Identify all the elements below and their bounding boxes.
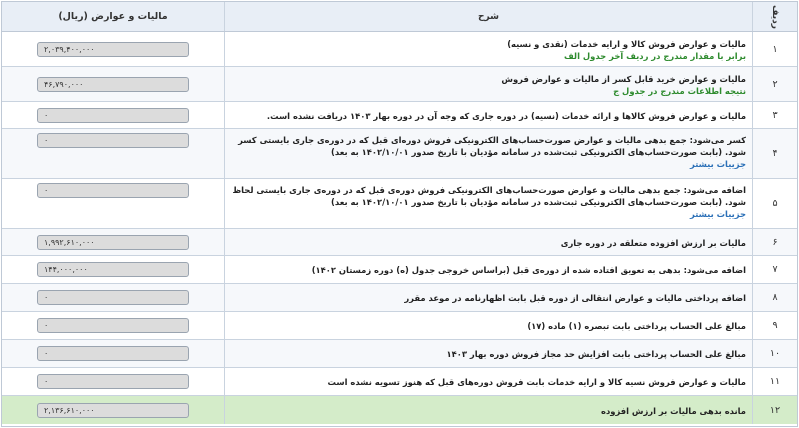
table-row — [2, 340, 797, 368]
row-description — [224, 284, 752, 311]
row-description-text: مالیات و عوارض فروش نسیه کالا و ارایه خدمات بابت فروش دوره‌های قبل که هنوز تسویه نشده است — [327, 377, 746, 387]
row-description-text: اضافه پرداختی مالیات و عوارض انتقالی از دوره قبل بابت اظهارنامه در موعد مقرر — [404, 293, 746, 303]
row-number: ۱ — [752, 32, 797, 66]
table-row — [2, 179, 797, 229]
table-row — [2, 284, 797, 312]
row-description — [224, 312, 752, 339]
row-number: ۹ — [752, 312, 797, 339]
row-amount-cell — [2, 284, 224, 311]
row-number: ۳ — [752, 102, 797, 128]
row-amount-cell — [2, 312, 224, 339]
table-row — [2, 129, 797, 179]
amount-field[interactable] — [37, 403, 189, 418]
row-description-text: مانده بدهی مالیات بر ارزش افزوده — [601, 405, 746, 416]
amount-field[interactable] — [37, 77, 189, 92]
table-row — [2, 368, 797, 396]
more-details-link[interactable]: جزییات بیشتر — [690, 209, 746, 219]
amount-field[interactable] — [37, 42, 189, 57]
more-details-link[interactable]: جزییات بیشتر — [690, 159, 746, 169]
row-description — [224, 32, 752, 66]
row-description — [224, 129, 752, 178]
row-description — [224, 368, 752, 395]
table-header — [2, 2, 797, 32]
row-amount-cell — [2, 256, 224, 283]
row-description — [224, 229, 752, 255]
row-description-text: مالیات و عوارض فروش کالا و ارایه خدمات (نقدی و نسیه) — [507, 38, 746, 49]
amount-field[interactable] — [37, 133, 189, 148]
row-number: ۱۲ — [752, 396, 797, 424]
row-description-text: مالیات و عوارض فروش کالاها و ارائه خدمات (نسیه) در دوره جاری که وجه آن در دوره بهار ۱۴۰۳ دریافت نشده است. — [266, 110, 746, 121]
row-description — [224, 179, 752, 228]
row-description — [224, 67, 752, 101]
row-number: ۲ — [752, 67, 797, 101]
tax-summary-table — [1, 1, 798, 427]
row-note: نتیجه اطلاعات مندرج در جدول ج — [613, 85, 746, 96]
table-row — [2, 256, 797, 284]
row-amount-cell — [2, 340, 224, 367]
header-amount: مالیات و عوارض (ریال) — [58, 11, 168, 22]
table-row — [2, 102, 797, 129]
header-description: شرح — [224, 2, 752, 31]
table-row — [2, 67, 797, 102]
row-number: ۷ — [752, 256, 797, 283]
row-number: ۱۱ — [752, 368, 797, 395]
row-number: ۴ — [752, 129, 797, 178]
table-row — [2, 229, 797, 256]
row-number: ۱۰ — [752, 340, 797, 367]
row-number: ۵ — [752, 179, 797, 228]
row-description-text: کسر می‌شود: جمع بدهی مالیات و عوارض صورت‌حساب‌های الکترونیکی فروش دوره‌ای قبل که در دوره‌ی جاری بایستی کسر شود. (بابت صورت‌حساب‌های الکترونیکی ثبت‌شده در سامانه مؤدیان با تاریخ صدور ۱۴۰۲/۱۰/۰۱ به بعد) — [238, 135, 746, 157]
table-row — [2, 312, 797, 340]
header-row-number: ردیف — [752, 2, 797, 31]
row-description-text: مالیات بر ارزش افزوده متعلقه در دوره جاری — [560, 237, 746, 248]
row-description-text: مبالغ علی الحساب پرداختی بابت افزایش حد مجاز فروش دوره بهار ۱۴۰۳ — [446, 349, 746, 359]
row-description-text: اضافه می‌شود: جمع بدهی مالیات و عوارض صورت‌حساب‌های الکترونیکی فروش دوره‌ی قبل که در دوره‌ی جاری بایستی لحاظ شود. (بابت صورت‌حساب‌های الکترونیکی ثبت‌شده در سامانه مؤدیان با تاریخ صدور ۱۴۰۲/۱۰/۰۱ به بعد) — [232, 185, 746, 207]
row-number: ۶ — [752, 229, 797, 255]
row-amount-cell — [2, 67, 224, 101]
table-row — [2, 32, 797, 67]
row-amount-cell — [2, 32, 224, 66]
amount-field[interactable] — [37, 346, 189, 361]
row-description — [224, 340, 752, 367]
row-description — [224, 396, 752, 424]
amount-field[interactable] — [37, 290, 189, 305]
amount-field[interactable] — [37, 374, 189, 389]
row-amount-cell — [2, 396, 224, 424]
row-amount-cell — [2, 229, 224, 255]
row-amount-cell — [2, 129, 224, 178]
row-description-text: مبالغ علی الحساب پرداختی بابت تبصره (۱) ماده (۱۷) — [527, 321, 746, 331]
amount-field[interactable] — [37, 235, 189, 250]
amount-field[interactable] — [37, 108, 189, 123]
row-description — [224, 102, 752, 128]
table-row-total — [2, 396, 797, 424]
row-description-text: اضافه می‌شود: بدهی به تعویق افتاده شده از دوره‌ی قبل (براساس خروجی جدول (ه) دوره زمستان ۱۴۰۲) — [311, 265, 746, 275]
amount-field[interactable] — [37, 183, 189, 198]
amount-field[interactable] — [37, 318, 189, 333]
row-number: ۸ — [752, 284, 797, 311]
row-description-text: مالیات و عوارض خرید قابل کسر از مالیات و عوارض فروش — [501, 73, 746, 84]
row-amount-cell — [2, 179, 224, 228]
row-amount-cell — [2, 102, 224, 128]
row-note: برابر با مقدار مندرج در ردیف آخر جدول الف — [563, 50, 746, 61]
row-amount-cell — [2, 368, 224, 395]
amount-field[interactable] — [37, 262, 189, 277]
row-description — [224, 256, 752, 283]
